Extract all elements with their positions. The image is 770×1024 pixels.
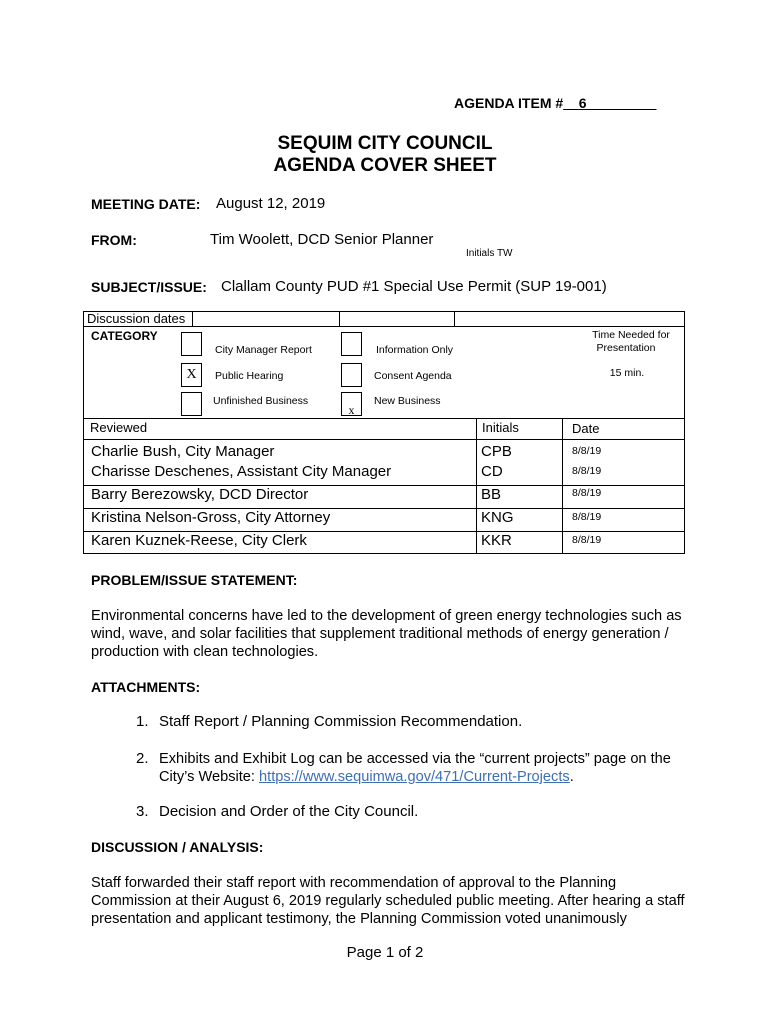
problem-heading: PROBLEM/ISSUE STATEMENT: bbox=[91, 572, 298, 588]
reviewer-name: Kristina Nelson-Gross, City Attorney bbox=[91, 509, 331, 526]
subject-value: Clallam County PUD #1 Special Use Permit (SUP 19-001) bbox=[221, 278, 607, 295]
initials-note: Initials TW bbox=[466, 248, 513, 259]
attachment-text: Decision and Order of the City Council. bbox=[159, 803, 419, 820]
current-projects-link[interactable]: https://www.sequimwa.gov/471/Current-Projects bbox=[259, 769, 570, 785]
new-business-label: New Business bbox=[374, 395, 441, 407]
public-hearing-checkbox[interactable]: X bbox=[181, 363, 202, 387]
discussion-text: Staff forwarded their staff report with recommendation of approval to the Planning Commission at their August 6, 2019 regularly scheduled public meeting. After hearing a staff presentation and applicant testimony, the Planning Commission voted unanimously bbox=[91, 875, 685, 927]
reviewer-initials: CD bbox=[481, 463, 503, 480]
reviewer-name: Charisse Deschenes, Assistant City Manager bbox=[91, 463, 392, 480]
reviewer-date: 8/8/19 bbox=[572, 511, 602, 523]
reviewer-date: 8/8/19 bbox=[572, 465, 602, 477]
consent-agenda-checkbox[interactable] bbox=[341, 363, 362, 387]
attachment-text-end: . bbox=[569, 769, 574, 785]
city-manager-report-checkbox[interactable] bbox=[181, 332, 202, 356]
information-only-checkbox[interactable] bbox=[341, 332, 362, 356]
time-needed-label-1: Time Needed for bbox=[592, 329, 670, 341]
row-divider bbox=[84, 326, 684, 327]
reviewer-date: 8/8/19 bbox=[572, 445, 602, 457]
page-number: Page 1 of 2 bbox=[346, 944, 424, 961]
discussion-heading: DISCUSSION / ANALYSIS: bbox=[91, 839, 264, 855]
reviewer-initials: BB bbox=[481, 486, 502, 503]
agenda-item-number: 6 bbox=[578, 95, 587, 111]
attachment-number: 1. bbox=[136, 713, 149, 730]
reviewer-date: 8/8/19 bbox=[572, 487, 602, 499]
time-needed-value: 15 min. bbox=[609, 367, 645, 379]
attachment-text: Staff Report / Planning Commission Recommendation. bbox=[159, 713, 523, 730]
meeting-date-value: August 12, 2019 bbox=[216, 195, 326, 212]
date-header: Date bbox=[572, 421, 600, 436]
title-line-2: AGENDA COVER SHEET bbox=[273, 155, 497, 176]
consent-agenda-label: Consent Agenda bbox=[374, 370, 452, 382]
subject-label: SUBJECT/ISSUE: bbox=[91, 279, 207, 295]
reviewer-date: 8/8/19 bbox=[572, 534, 602, 546]
meeting-date-label: MEETING DATE: bbox=[91, 196, 201, 212]
reviewer-name: Barry Berezowsky, DCD Director bbox=[91, 486, 309, 503]
information-only-label: Information Only bbox=[376, 344, 454, 356]
from-label: FROM: bbox=[91, 232, 137, 248]
col-divider bbox=[562, 418, 563, 554]
discussion-dates-label: Discussion dates bbox=[87, 311, 186, 326]
reviewer-name: Charlie Bush, City Manager bbox=[91, 443, 275, 460]
col-divider bbox=[454, 312, 455, 326]
row-divider bbox=[84, 418, 684, 419]
col-divider bbox=[192, 312, 193, 326]
col-divider bbox=[476, 418, 477, 554]
unfinished-business-checkbox[interactable] bbox=[181, 392, 202, 416]
city-manager-report-label: City Manager Report bbox=[215, 344, 312, 356]
row-divider bbox=[84, 439, 684, 440]
time-needed-label-2: Presentation bbox=[596, 342, 656, 354]
initials-header: Initials bbox=[482, 420, 519, 435]
new-business-checkbox[interactable]: x bbox=[341, 392, 362, 416]
public-hearing-label: Public Hearing bbox=[215, 370, 284, 382]
col-divider bbox=[339, 312, 340, 326]
reviewer-initials: CPB bbox=[481, 443, 512, 460]
attachment-number: 2. bbox=[136, 750, 149, 767]
attachment-number: 3. bbox=[136, 803, 149, 820]
from-value: Tim Woolett, DCD Senior Planner bbox=[210, 231, 434, 248]
category-label: CATEGORY bbox=[91, 329, 158, 343]
unfinished-business-label: Unfinished Business bbox=[213, 395, 309, 407]
title-line-1: SEQUIM CITY COUNCIL bbox=[277, 133, 493, 154]
reviewer-initials: KNG bbox=[481, 509, 514, 526]
agenda-item-label: AGENDA ITEM # 6 bbox=[454, 95, 587, 111]
attachment-item bbox=[159, 750, 679, 786]
problem-text: Environmental concerns have led to the development of green energy technologies such as wind, wave, and solar facilities that supplement traditional methods of energy generation / production with clean technologies. bbox=[91, 608, 682, 660]
reviewer-initials: KKR bbox=[481, 532, 512, 549]
category-review-form bbox=[83, 311, 685, 554]
reviewed-header: Reviewed bbox=[90, 420, 148, 435]
reviewer-name: Karen Kuznek-Reese, City Clerk bbox=[91, 532, 307, 549]
attachment-text: Exhibits and Exhibit Log can be accessed via the “current projects” page on the City’s Website: bbox=[159, 751, 671, 785]
attachments-heading: ATTACHMENTS: bbox=[91, 679, 201, 695]
